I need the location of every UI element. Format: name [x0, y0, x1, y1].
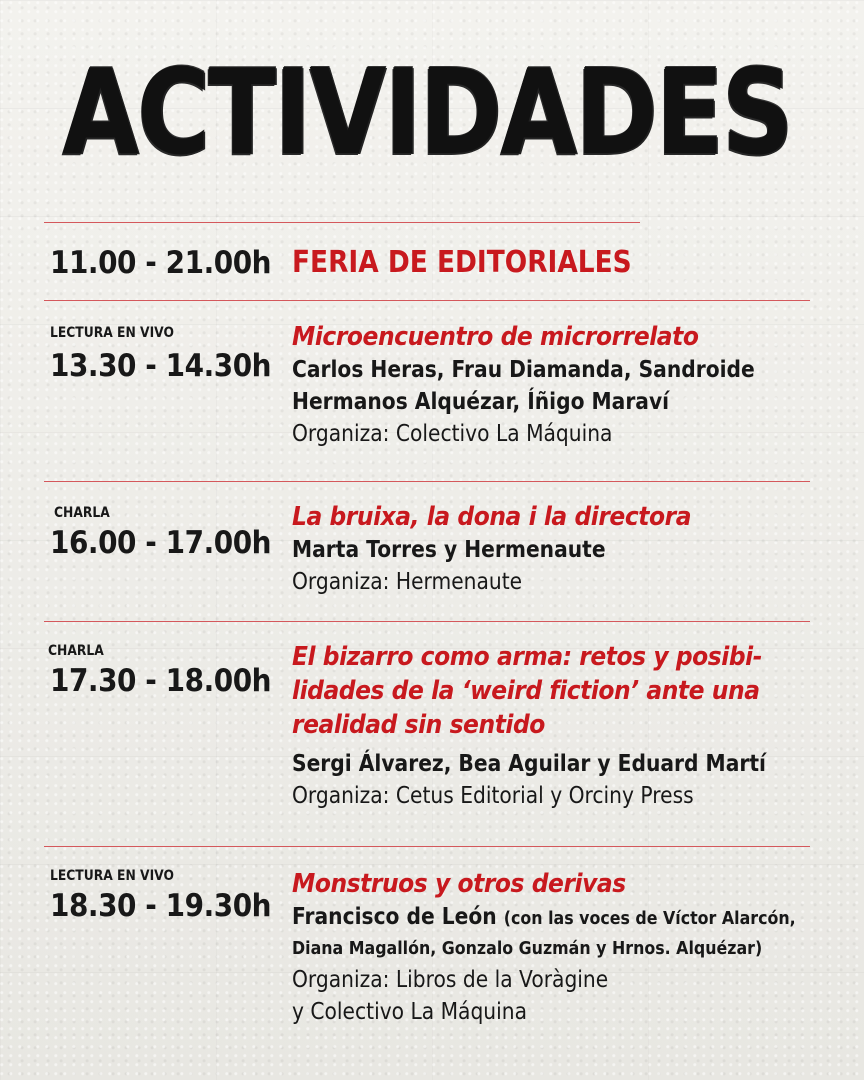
event-organizer: Organiza: Hermenaute [292, 569, 523, 595]
event-title-line: lidades de la ‘weird fiction’ ante una [292, 676, 760, 706]
event-type: LECTURA EN VIVO [50, 325, 174, 341]
event-title-line: realidad sin sentido [292, 710, 545, 740]
event-time: 17.30 - 18.00h [50, 663, 272, 699]
event-speakers: Marta Torres y Hermenaute [292, 537, 606, 563]
event-item [292, 866, 832, 1028]
event-speakers: Hermanos Alquézar, Íñigo Maraví [292, 389, 670, 415]
feria-time: 11.00 - 21.00h [50, 245, 272, 281]
event-type: CHARLA [54, 505, 110, 521]
speaker-note-cont: Diana Magallón, Gonzalo Guzmán y Hrnos. Alquézar) [292, 938, 763, 959]
divider-4 [44, 846, 810, 847]
event-time: 13.30 - 14.30h [50, 348, 272, 384]
event-item [292, 320, 832, 450]
event-organizer: Organiza: Cetus Editorial y Orciny Press [292, 783, 694, 809]
event-speakers [292, 902, 829, 934]
event-type: CHARLA [48, 643, 104, 659]
event-item [292, 500, 832, 598]
speaker-note: (con las voces de Víctor Alarcón, [503, 908, 796, 929]
event-title: Microencuentro de microrrelato [292, 322, 699, 352]
event-time: 18.30 - 19.30h [50, 888, 272, 924]
event-time: 16.00 - 17.00h [50, 525, 272, 561]
speaker-name: Francisco de León [292, 904, 497, 930]
event-type: LECTURA EN VIVO [50, 868, 174, 884]
event-organizer: Organiza: Colectivo La Máquina [292, 421, 613, 447]
divider-1 [44, 300, 810, 301]
event-speakers: Carlos Heras, Frau Diamanda, Sandroide [292, 357, 755, 383]
event-title: La bruixa, la dona i la directora [292, 502, 692, 532]
divider-top [44, 222, 640, 223]
event-organizer: y Colectivo La Máquina [292, 999, 528, 1025]
event-title: Monstruos y otros derivas [292, 869, 626, 899]
event-organizer: Organiza: Libros de la Voràgine [292, 967, 609, 993]
page-title: ACTIVIDADES [62, 43, 792, 181]
feria-title: FERIA DE EDITORIALES [292, 245, 632, 280]
event-speakers: Sergi Álvarez, Bea Aguilar y Eduard Martí [292, 751, 766, 777]
divider-3 [44, 621, 810, 622]
event-item [292, 640, 832, 812]
event-title-line: El bizarro como arma: retos y posibi- [292, 642, 762, 672]
divider-2 [44, 481, 810, 482]
